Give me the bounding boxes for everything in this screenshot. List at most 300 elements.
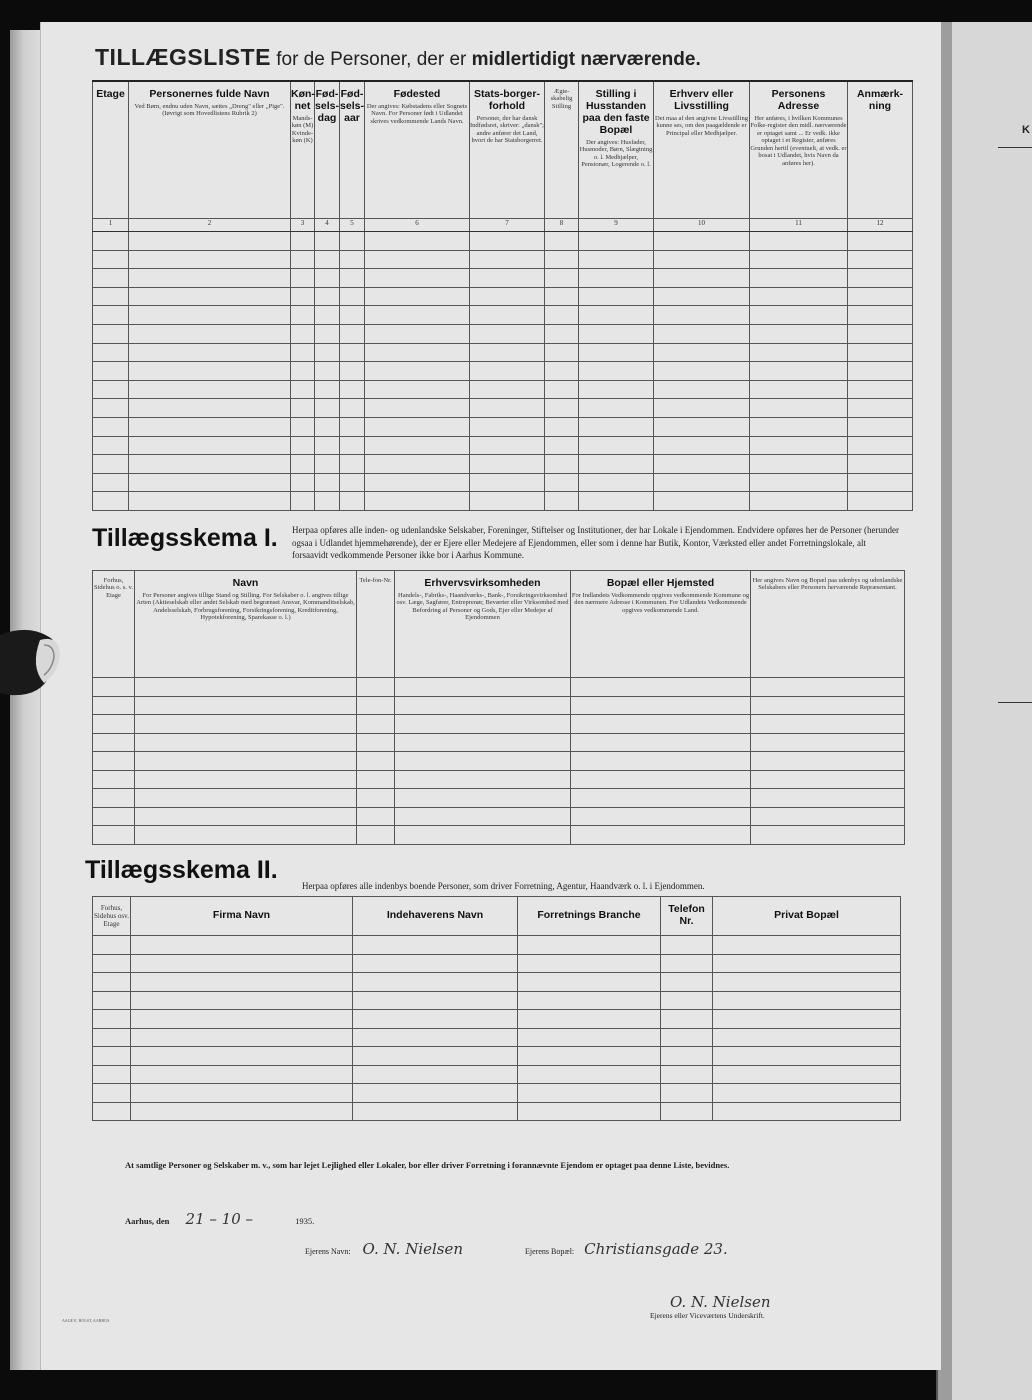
t3-cell[interactable] — [713, 1102, 901, 1121]
t3-cell[interactable] — [661, 936, 713, 955]
t1-cell[interactable] — [545, 492, 579, 511]
t1-cell[interactable] — [340, 436, 365, 455]
t2-cell[interactable] — [357, 678, 395, 697]
t1-cell[interactable] — [365, 455, 470, 474]
t1-cell[interactable] — [848, 455, 913, 474]
t1-cell[interactable] — [470, 473, 545, 492]
t1-cell[interactable] — [315, 473, 340, 492]
t1-cell[interactable] — [848, 287, 913, 306]
t1-cell[interactable] — [579, 436, 654, 455]
t1-cell[interactable] — [365, 343, 470, 362]
t1-cell[interactable] — [365, 306, 470, 325]
t1-cell[interactable] — [470, 250, 545, 269]
t1-cell[interactable] — [470, 306, 545, 325]
t2-cell[interactable] — [93, 826, 135, 845]
t2-cell[interactable] — [395, 678, 571, 697]
t1-cell[interactable] — [470, 362, 545, 381]
t3-cell[interactable] — [713, 1047, 901, 1066]
t2-cell[interactable] — [751, 752, 905, 771]
t1-cell[interactable] — [129, 455, 291, 474]
t2-cell[interactable] — [571, 770, 751, 789]
t1-cell[interactable] — [750, 343, 848, 362]
t2-cell[interactable] — [357, 807, 395, 826]
t1-cell[interactable] — [93, 306, 129, 325]
t1-cell[interactable] — [654, 380, 750, 399]
t1-cell[interactable] — [848, 436, 913, 455]
t1-cell[interactable] — [129, 343, 291, 362]
t1-cell[interactable] — [93, 269, 129, 288]
t1-cell[interactable] — [93, 417, 129, 436]
t3-cell[interactable] — [93, 936, 131, 955]
t1-cell[interactable] — [315, 324, 340, 343]
t1-cell[interactable] — [579, 287, 654, 306]
t1-cell[interactable] — [291, 417, 315, 436]
t1-cell[interactable] — [545, 455, 579, 474]
t3-cell[interactable] — [661, 1102, 713, 1121]
t1-cell[interactable] — [365, 380, 470, 399]
t3-cell[interactable] — [661, 991, 713, 1010]
t1-cell[interactable] — [291, 232, 315, 251]
t3-cell[interactable] — [353, 991, 518, 1010]
t1-cell[interactable] — [545, 473, 579, 492]
t3-cell[interactable] — [131, 954, 353, 973]
t2-cell[interactable] — [357, 733, 395, 752]
t3-cell[interactable] — [93, 1047, 131, 1066]
t2-cell[interactable] — [395, 789, 571, 808]
t2-cell[interactable] — [93, 733, 135, 752]
t2-cell[interactable] — [135, 678, 357, 697]
t2-cell[interactable] — [751, 733, 905, 752]
t1-cell[interactable] — [848, 324, 913, 343]
facing-page — [936, 22, 1032, 1400]
t1-cell[interactable] — [654, 324, 750, 343]
t2-cell[interactable] — [135, 715, 357, 734]
t3-cell[interactable] — [131, 1102, 353, 1121]
t1-cell[interactable] — [93, 399, 129, 418]
t3-cell[interactable] — [131, 1010, 353, 1029]
t1-cell[interactable] — [848, 417, 913, 436]
t3-cell[interactable] — [518, 936, 661, 955]
t3-cell[interactable] — [131, 1084, 353, 1103]
t2-cell[interactable] — [93, 789, 135, 808]
t3-cell[interactable] — [353, 973, 518, 992]
t2-cell[interactable] — [571, 752, 751, 771]
t1-cell[interactable] — [470, 492, 545, 511]
t1-cell[interactable] — [848, 362, 913, 381]
t1-cell[interactable] — [93, 232, 129, 251]
t2-cell[interactable] — [751, 789, 905, 808]
t1-cell[interactable] — [579, 232, 654, 251]
t1-cell[interactable] — [848, 250, 913, 269]
t1-cell[interactable] — [291, 324, 315, 343]
t2-cell[interactable] — [357, 789, 395, 808]
t1-cell[interactable] — [654, 343, 750, 362]
t2-cell[interactable] — [395, 752, 571, 771]
t1-cell[interactable] — [129, 492, 291, 511]
t1-cell[interactable] — [579, 473, 654, 492]
t1-cell[interactable] — [654, 269, 750, 288]
t1-cell[interactable] — [750, 232, 848, 251]
t1-cell[interactable] — [365, 250, 470, 269]
t3-cell[interactable] — [518, 991, 661, 1010]
t2-cell[interactable] — [751, 678, 905, 697]
t1-cell[interactable] — [848, 473, 913, 492]
t3-cell[interactable] — [93, 1084, 131, 1103]
t2-cell[interactable] — [751, 770, 905, 789]
t2-cell[interactable] — [571, 715, 751, 734]
t3-cell[interactable] — [713, 1065, 901, 1084]
t1-cell[interactable] — [654, 399, 750, 418]
t1-cell[interactable] — [315, 455, 340, 474]
t3-cell[interactable] — [93, 973, 131, 992]
t3-cell[interactable] — [661, 1010, 713, 1029]
t1-cell[interactable] — [365, 417, 470, 436]
t1-cell[interactable] — [129, 417, 291, 436]
t3-cell[interactable] — [93, 1010, 131, 1029]
t2-cell[interactable] — [357, 696, 395, 715]
t1-cell[interactable] — [470, 399, 545, 418]
t2-cell[interactable] — [357, 715, 395, 734]
t2-cell[interactable] — [571, 789, 751, 808]
t2-cell[interactable] — [395, 715, 571, 734]
t1-cell[interactable] — [750, 324, 848, 343]
t1-cell[interactable] — [129, 232, 291, 251]
t2-cell[interactable] — [395, 807, 571, 826]
t1-cell[interactable] — [545, 399, 579, 418]
t1-cell[interactable] — [470, 455, 545, 474]
t1-cell[interactable] — [93, 473, 129, 492]
t2-cell[interactable] — [93, 715, 135, 734]
t1-cell[interactable] — [291, 362, 315, 381]
t3-cell[interactable] — [518, 1084, 661, 1103]
t1-cell[interactable] — [315, 269, 340, 288]
t1-cell[interactable] — [93, 492, 129, 511]
t1-cell[interactable] — [579, 324, 654, 343]
t1-cell[interactable] — [129, 362, 291, 381]
t1-cell[interactable] — [654, 473, 750, 492]
t2-cell[interactable] — [93, 752, 135, 771]
t1-cell[interactable] — [545, 343, 579, 362]
t1-cell[interactable] — [365, 362, 470, 381]
t1-cell[interactable] — [545, 269, 579, 288]
t1-cell[interactable] — [470, 287, 545, 306]
t3-cell[interactable] — [518, 1065, 661, 1084]
t3-cell[interactable] — [93, 991, 131, 1010]
t1-cell[interactable] — [129, 269, 291, 288]
t1-row — [93, 306, 913, 325]
t1-cell[interactable] — [470, 417, 545, 436]
t2-cell[interactable] — [135, 733, 357, 752]
t1-cell[interactable] — [93, 362, 129, 381]
t1-cell[interactable] — [129, 473, 291, 492]
t2-cell[interactable] — [135, 807, 357, 826]
t1-cell[interactable] — [470, 343, 545, 362]
t2-cell[interactable] — [135, 696, 357, 715]
t1-cell[interactable] — [291, 492, 315, 511]
t1-cell[interactable] — [365, 287, 470, 306]
t1-cell[interactable] — [365, 269, 470, 288]
t1-cell[interactable] — [93, 455, 129, 474]
t1-cell[interactable] — [545, 250, 579, 269]
t1-cell[interactable] — [340, 492, 365, 511]
t1-cell[interactable] — [470, 380, 545, 399]
t1-cell[interactable] — [340, 306, 365, 325]
t2-cell[interactable] — [751, 826, 905, 845]
t1-cell[interactable] — [545, 306, 579, 325]
t1-cell[interactable] — [579, 269, 654, 288]
t3-cell[interactable] — [518, 954, 661, 973]
t1-cell[interactable] — [579, 399, 654, 418]
t1-cell[interactable] — [848, 492, 913, 511]
t2-cell[interactable] — [751, 715, 905, 734]
t1-cell[interactable] — [129, 287, 291, 306]
t3-cell[interactable] — [713, 973, 901, 992]
t1-cell[interactable] — [315, 343, 340, 362]
t1-cell[interactable] — [340, 287, 365, 306]
t2-cell[interactable] — [93, 807, 135, 826]
t1-cell[interactable] — [579, 417, 654, 436]
t1-cell[interactable] — [291, 306, 315, 325]
t1-cell[interactable] — [340, 473, 365, 492]
t2-cell[interactable] — [357, 770, 395, 789]
t1-cell[interactable] — [340, 250, 365, 269]
t2-cell[interactable] — [93, 678, 135, 697]
t2-cell[interactable] — [395, 826, 571, 845]
t3-cell[interactable] — [713, 954, 901, 973]
t3-cell[interactable] — [353, 1047, 518, 1066]
t1-cell[interactable] — [340, 380, 365, 399]
t1-cell[interactable] — [340, 269, 365, 288]
t2-cell[interactable] — [93, 696, 135, 715]
t3-cell[interactable] — [518, 973, 661, 992]
t1-cell[interactable] — [93, 380, 129, 399]
t1-cell[interactable] — [315, 250, 340, 269]
t1-cell[interactable] — [579, 343, 654, 362]
t2-cell[interactable] — [357, 826, 395, 845]
t1-cell[interactable] — [579, 455, 654, 474]
t3-cell[interactable] — [518, 1010, 661, 1029]
t1-cell[interactable] — [848, 343, 913, 362]
t1-cell[interactable] — [545, 380, 579, 399]
t2-cell[interactable] — [571, 696, 751, 715]
t1-cell[interactable] — [470, 232, 545, 251]
t1-cell[interactable] — [129, 436, 291, 455]
t1-cell[interactable] — [340, 417, 365, 436]
t1-cell[interactable] — [545, 436, 579, 455]
t1-cell[interactable] — [340, 343, 365, 362]
t2-cell[interactable] — [135, 770, 357, 789]
t1-cell[interactable] — [579, 362, 654, 381]
t1-cell[interactable] — [654, 492, 750, 511]
t3-cell[interactable] — [518, 1102, 661, 1121]
t1-cell[interactable] — [848, 232, 913, 251]
t1-col-title: Etage — [96, 88, 125, 100]
t1-cell[interactable] — [848, 399, 913, 418]
t3-cell[interactable] — [713, 1010, 901, 1029]
t3-cell[interactable] — [713, 1028, 901, 1047]
t1-cell[interactable] — [545, 287, 579, 306]
t2-cell[interactable] — [135, 752, 357, 771]
t3-cell[interactable] — [661, 1047, 713, 1066]
t1-cell[interactable] — [129, 380, 291, 399]
t1-cell[interactable] — [750, 380, 848, 399]
t1-cell[interactable] — [654, 455, 750, 474]
t1-cell[interactable] — [93, 343, 129, 362]
t1-cell[interactable] — [848, 306, 913, 325]
t3-cell[interactable] — [661, 1028, 713, 1047]
t3-cell[interactable] — [93, 1028, 131, 1047]
t3-cell[interactable] — [131, 1047, 353, 1066]
t1-cell[interactable] — [470, 436, 545, 455]
t3-cell[interactable] — [661, 973, 713, 992]
t1-cell[interactable] — [750, 492, 848, 511]
t3-cell[interactable] — [713, 1084, 901, 1103]
t1-cell[interactable] — [93, 287, 129, 306]
t1-cell[interactable] — [93, 324, 129, 343]
t1-cell[interactable] — [315, 287, 340, 306]
t1-cell[interactable] — [545, 362, 579, 381]
t1-cell[interactable] — [93, 436, 129, 455]
t3-cell[interactable] — [93, 1102, 131, 1121]
t3-cell[interactable] — [93, 1065, 131, 1084]
t1-cell[interactable] — [750, 362, 848, 381]
t1-cell[interactable] — [291, 399, 315, 418]
t3-cell[interactable] — [353, 1010, 518, 1029]
t1-cell[interactable] — [365, 436, 470, 455]
t2-cell[interactable] — [751, 807, 905, 826]
t3-cell[interactable] — [353, 954, 518, 973]
t1-cell[interactable] — [315, 380, 340, 399]
t3-cell[interactable] — [93, 954, 131, 973]
t2-cell[interactable] — [571, 678, 751, 697]
t1-cell[interactable] — [365, 399, 470, 418]
t3-cell[interactable] — [353, 936, 518, 955]
t1-cell[interactable] — [545, 417, 579, 436]
t3-cell[interactable] — [131, 991, 353, 1010]
t3-cell[interactable] — [131, 1065, 353, 1084]
t3-cell[interactable] — [661, 1065, 713, 1084]
t1-cell[interactable] — [750, 269, 848, 288]
t1-cell[interactable] — [654, 250, 750, 269]
t1-cell[interactable] — [365, 232, 470, 251]
t1-cell[interactable] — [470, 269, 545, 288]
t2-cell[interactable] — [571, 807, 751, 826]
t1-cell[interactable] — [654, 417, 750, 436]
t1-cell[interactable] — [315, 417, 340, 436]
t1-cell[interactable] — [654, 436, 750, 455]
t1-cell[interactable] — [291, 343, 315, 362]
t1-cell[interactable] — [315, 306, 340, 325]
t1-cell[interactable] — [340, 362, 365, 381]
t1-cell[interactable] — [750, 436, 848, 455]
t1-cell[interactable] — [340, 324, 365, 343]
t3-cell[interactable] — [713, 936, 901, 955]
t1-cell[interactable] — [750, 417, 848, 436]
t3-cell[interactable] — [353, 1102, 518, 1121]
t1-cell[interactable] — [129, 250, 291, 269]
t1-cell[interactable] — [291, 436, 315, 455]
t1-cell[interactable] — [750, 287, 848, 306]
t3-cell[interactable] — [131, 936, 353, 955]
t3-cell[interactable] — [131, 1028, 353, 1047]
t3-cell[interactable] — [353, 1065, 518, 1084]
t1-cell[interactable] — [654, 287, 750, 306]
t1-cell[interactable] — [315, 232, 340, 251]
t3-cell[interactable] — [518, 1047, 661, 1066]
t3-cell[interactable] — [518, 1028, 661, 1047]
t3-cell[interactable] — [661, 954, 713, 973]
t1-cell[interactable] — [291, 250, 315, 269]
t3-cell[interactable] — [353, 1084, 518, 1103]
t1-cell[interactable] — [654, 306, 750, 325]
t1-cell[interactable] — [848, 380, 913, 399]
t1-cell[interactable] — [579, 492, 654, 511]
t2-cell[interactable] — [357, 752, 395, 771]
t3-cell[interactable] — [131, 973, 353, 992]
t2-cell[interactable] — [93, 770, 135, 789]
t1-cell[interactable] — [365, 492, 470, 511]
t1-cell[interactable] — [750, 250, 848, 269]
t1-cell[interactable] — [654, 362, 750, 381]
t1-cell[interactable] — [315, 492, 340, 511]
t1-cell[interactable] — [340, 399, 365, 418]
t1-cell[interactable] — [129, 306, 291, 325]
t1-cell[interactable] — [470, 324, 545, 343]
t2-cell[interactable] — [395, 696, 571, 715]
t1-cell[interactable] — [129, 399, 291, 418]
t1-cell[interactable] — [315, 436, 340, 455]
t1-row — [93, 362, 913, 381]
t1-cell[interactable] — [579, 306, 654, 325]
t1-cell[interactable] — [340, 455, 365, 474]
t1-cell[interactable] — [291, 473, 315, 492]
t3-cell[interactable] — [713, 991, 901, 1010]
t1-cell[interactable] — [545, 232, 579, 251]
t1-cell[interactable] — [545, 324, 579, 343]
t2-cell[interactable] — [571, 733, 751, 752]
t1-cell[interactable] — [365, 324, 470, 343]
t1-cell[interactable] — [315, 399, 340, 418]
t2-cell[interactable] — [395, 770, 571, 789]
t2-cell[interactable] — [135, 826, 357, 845]
t1-cell[interactable] — [129, 324, 291, 343]
t1-cell[interactable] — [93, 250, 129, 269]
t3-cell[interactable] — [661, 1084, 713, 1103]
t1-cell[interactable] — [654, 232, 750, 251]
t1-cell[interactable] — [291, 287, 315, 306]
skema1-description: Herpaa opføres alle inden- og udenlandske Selskaber, Foreninger, Stiftelser og Institutioner, der har Lokale i Ejendommen. Endvidere opføres her de Personer (herunder ogsaa i Udlandet hjemmehørende), der er Ejere eller Medejere af Ejendommen, eller som i denne har Butik, Kontor, Værksted eller andet Forretningslokale, alt forsaavidt vedkommende Personer ikke bor i Aarhus Kommune. — [292, 525, 899, 561]
supplementary-list-table — [92, 80, 913, 511]
t1-cell[interactable] — [750, 473, 848, 492]
t1-cell[interactable] — [291, 380, 315, 399]
t2-cell[interactable] — [135, 789, 357, 808]
t1-cell[interactable] — [291, 455, 315, 474]
t1-cell[interactable] — [579, 250, 654, 269]
t2-cell[interactable] — [751, 696, 905, 715]
t1-cell[interactable] — [291, 269, 315, 288]
t1-cell[interactable] — [750, 399, 848, 418]
t1-cell[interactable] — [579, 380, 654, 399]
t1-cell[interactable] — [315, 362, 340, 381]
t1-cell[interactable] — [848, 269, 913, 288]
t3-cell[interactable] — [353, 1028, 518, 1047]
t1-cell[interactable] — [340, 232, 365, 251]
t1-cell[interactable] — [750, 455, 848, 474]
t2-cell[interactable] — [395, 733, 571, 752]
t1-cell[interactable] — [365, 473, 470, 492]
t2-cell[interactable] — [571, 826, 751, 845]
t1-cell[interactable] — [750, 306, 848, 325]
